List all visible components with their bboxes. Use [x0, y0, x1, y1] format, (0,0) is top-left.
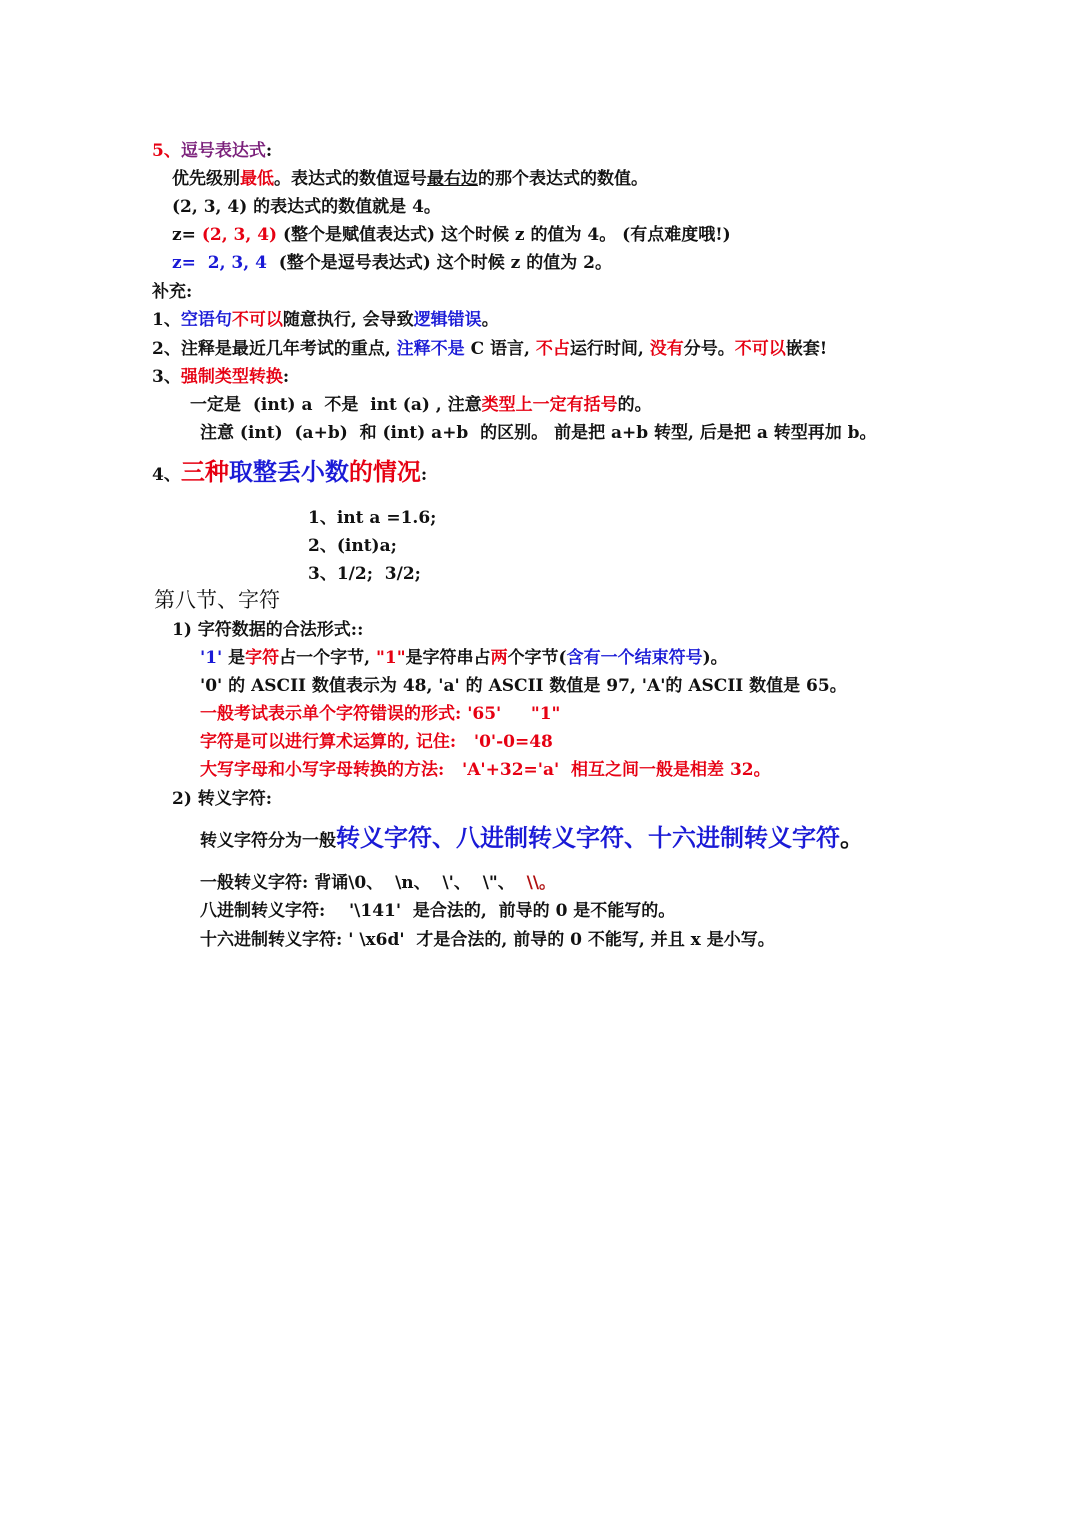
text-line: [152, 457, 428, 486]
text-segment: 。: [840, 823, 864, 852]
text-segment: :: [420, 465, 428, 485]
text-segment: 一定是 (int) a 不是 int (a) , 注意: [190, 395, 482, 415]
text-segment: 注意 (int) (a+b) 和 (int) a+b 的区别。 前是把 a+b 转型, 后是把 a 转型再加 b。: [200, 423, 877, 443]
text-segment: 十六进制转义字符: ' \x6d' 才是合法的, 前导的 0 不能写, 并且 x 是小写。: [200, 930, 775, 950]
text-line: [152, 281, 192, 303]
text-segment: 类型上一定有括号: [481, 395, 618, 415]
text-segment: 的情况: [348, 457, 421, 486]
text-segment: 5、: [152, 141, 181, 161]
text-segment: 3、1/2; 3/2;: [308, 564, 421, 584]
text-line: [200, 759, 771, 781]
text-segment: )。: [702, 648, 728, 668]
text-line: [172, 168, 648, 190]
text-segment: (2, 3, 4) 的表达式的数值就是 4。: [172, 197, 441, 217]
text-segment: 强制类型转换: [180, 367, 283, 387]
text-segment: 一般转义字符: 背诵\0、 \n、 \'、 \"、: [200, 873, 527, 893]
text-line: [200, 675, 847, 697]
text-segment: '0' 的 ASCII 数值表示为 48, 'a' 的 ASCII 数值是 97, 'A'的 ASCII 数值是 65。: [200, 676, 847, 696]
text-line: [152, 338, 827, 360]
text-segment: 运行时间,: [569, 339, 650, 359]
text-segment: 没有: [649, 339, 684, 359]
text-segment: 占一个字节,: [279, 648, 377, 668]
text-segment: "1": [376, 648, 406, 668]
text-segment: 含有一个结束符号: [566, 648, 703, 668]
text-line: [200, 703, 560, 725]
text-segment: :: [265, 141, 273, 161]
text-segment: 三种: [180, 457, 229, 486]
text-segment: 不可以: [734, 339, 786, 359]
text-segment: (2, 3, 4): [201, 225, 278, 245]
text-segment: 注释不是: [396, 339, 465, 359]
text-segment: 转义字符分为一般: [200, 831, 336, 851]
section-heading: [154, 589, 280, 611]
text-segment: 逗号表达式: [180, 141, 266, 161]
text-line: [172, 788, 272, 810]
text-line: [200, 647, 728, 669]
text-line: [200, 900, 675, 922]
text-segment: 空语句: [180, 310, 232, 330]
text-segment: 取整丢小数: [228, 457, 349, 486]
text-line: [200, 929, 775, 951]
text-line: [200, 422, 877, 444]
text-segment: 最低: [240, 169, 274, 189]
text-segment: 大写字母和小写字母转换的方法: 'A'+32='a' 相互之间一般是相差 32。: [200, 760, 771, 780]
text-segment: 逻辑错误: [413, 310, 482, 330]
text-segment: \\。: [526, 873, 557, 893]
text-segment: 3、: [152, 367, 181, 387]
text-line: [190, 394, 652, 416]
text-segment: z= 2, 3, 4: [172, 253, 267, 273]
text-segment: (整个是赋值表达式) 这个时候 z 的值为 4。 (有点难度哦!): [277, 225, 731, 245]
text-segment: 1、int a =1.6;: [308, 508, 437, 528]
text-segment: '1': [200, 648, 223, 668]
text-line: [308, 535, 397, 557]
text-segment: 转义字符、八进制转义字符、十六进制转义字符: [336, 823, 840, 852]
text-segment: 不占: [535, 339, 570, 359]
text-line: [152, 366, 289, 388]
text-segment: 第八节、字符: [154, 588, 280, 612]
text-segment: 是: [222, 648, 246, 668]
text-line: [200, 731, 553, 753]
text-line: [200, 872, 556, 894]
text-segment: 是字符串占: [405, 648, 491, 668]
text-segment: 的那个表达式的数值。: [478, 169, 648, 189]
text-segment: z=: [172, 225, 202, 245]
text-segment: 分号。: [683, 339, 735, 359]
text-segment: 1、: [152, 310, 181, 330]
text-line: [172, 224, 731, 246]
text-segment: (整个是逗号表达式) 这个时候 z 的值为 2。: [266, 253, 612, 273]
text-segment: 2、注释是最近几年考试的重点,: [152, 339, 397, 359]
text-segment: 2) 转义字符:: [172, 789, 273, 809]
text-segment: 4、: [152, 465, 181, 485]
text-segment: 嵌套!: [785, 339, 828, 359]
text-segment: 1) 字符数据的合法形式::: [172, 620, 364, 640]
text-segment: 补充:: [152, 282, 193, 302]
text-line: [200, 823, 864, 852]
text-segment: 2、(int)a;: [308, 536, 397, 556]
text-line: [152, 309, 499, 331]
text-segment: 两: [490, 648, 508, 668]
text-segment: :: [282, 367, 290, 387]
text-line: [172, 619, 363, 641]
text-line: [172, 196, 441, 218]
text-segment: 一般考试表示单个字符错误的形式: '65' "1": [200, 704, 561, 724]
text-segment: 的。: [617, 395, 652, 415]
text-line: [152, 140, 272, 162]
text-segment: 个字节(: [507, 648, 567, 668]
text-segment: 。: [481, 310, 499, 330]
text-segment: 不可以: [231, 310, 283, 330]
text-line: [308, 507, 436, 529]
text-segment: 随意执行, 会导致: [282, 310, 414, 330]
text-segment: 最右边: [427, 169, 478, 189]
text-segment: 字符: [245, 648, 280, 668]
text-line: [172, 252, 612, 274]
text-segment: 。表达式的数值逗号: [274, 169, 427, 189]
text-segment: C 语言,: [464, 339, 536, 359]
text-segment: 字符是可以进行算术运算的, 记住: '0'-0=48: [200, 732, 553, 752]
text-line: [308, 563, 421, 585]
text-segment: 八进制转义字符: '\141' 是合法的, 前导的 0 是不能写的。: [200, 901, 676, 921]
text-segment: 优先级别: [172, 169, 240, 189]
